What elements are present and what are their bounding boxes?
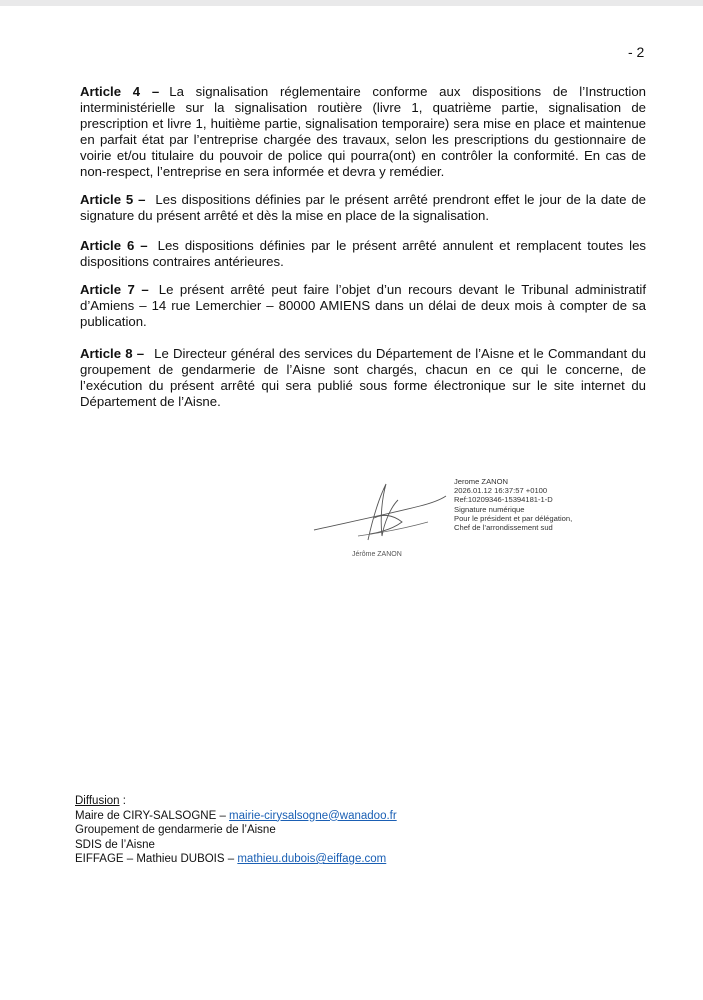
article-5 [80,192,646,224]
article-label: Article 7 – [80,282,149,297]
diffusion-recipient: EIFFAGE – Mathieu DUBOIS – [75,853,238,865]
article-text: Le présent arrêté peut faire l’objet d’un recours devant le Tribunal administratif d’Amiens – 14 rue Lemerchier – 80000 AMIENS dans un délai de deux mois à compter de sa publication. [80,282,646,329]
email-link[interactable]: mairie-cirysalsogne@wanadoo.fr [229,809,397,822]
email-link[interactable]: mathieu.dubois@eiffage.com [237,853,387,865]
diffusion-recipient: Maire de CIRY-SALSOGNE – [75,809,230,822]
diffusion-list [75,794,397,867]
article-7 [80,282,646,330]
diffusion-title-suffix: : [119,795,126,807]
signature-line: Ref:10209346-15394181-1-D [454,495,553,505]
handwritten-signature [310,478,450,548]
diffusion-item [75,823,397,838]
diffusion-item [75,838,397,853]
digital-signature-block [454,477,572,532]
article-4 [80,84,646,180]
diffusion-item [75,852,397,867]
article-label: Article 8 – [80,346,145,361]
signature-line: Signature numérique [454,504,525,514]
diffusion-recipient: SDIS de l’Aisne [75,838,155,851]
signature-name: Jérôme ZANON [352,551,402,558]
article-8 [80,346,646,410]
signature-line: Pour le président et par délégation, [454,513,573,523]
article-text: Les dispositions définies par le présent arrêté prendront effet le jour de la date de signature du présent arrêté et dès la mise en place de la signalisation. [80,192,646,223]
article-text: Les dispositions définies par le présent arrêté annulent et remplacent toutes les dispositions contraires antérieures. [80,238,646,269]
diffusion-heading [75,794,397,809]
page-number: - 2 [628,44,645,60]
signature-line: Chef de l’arrondissement sud [454,523,553,533]
diffusion-recipient: Groupement de gendarmerie de l’Aisne [75,824,276,836]
signature-line: Jerome ZANON [454,477,509,486]
signature-line: 2026.01.12 16:37:57 +0100 [454,486,548,496]
diffusion-item [75,809,397,824]
article-label: Article 6 – [80,238,148,253]
top-edge-bar [0,0,703,6]
article-label: Article 5 – [80,192,146,207]
article-text: Le Directeur général des services du Département de l’Aisne et le Commandant du groupement de gendarmerie de l’Aisne sont chargés, chacun en ce qui le concerne, de l’exécution du présent arrêté qui sera publié sous forme électronique sur le site internet du Département de l’Aisne. [80,346,646,409]
article-label: Article 4 – [80,84,160,99]
article-text: La signalisation réglementaire conforme aux dispositions de l’Instruction interministérielle sur la signalisation routière (livre 1, quatrième partie, signalisation de prescription et livre 1, huitième partie, signalisation temporaire) sera mise en place et maintenue en parfait état par l’entreprise chargée des travaux, selon les prescriptions du gestionnaire de voirie et/ou titulaire du pouvoir de police qui pourra(ont) en contrôler la conformité. En cas de non-respect, l’entreprise en sera informée et devra y remédier. [80,84,646,179]
diffusion-title: Diffusion [75,795,120,807]
article-6 [80,238,646,270]
